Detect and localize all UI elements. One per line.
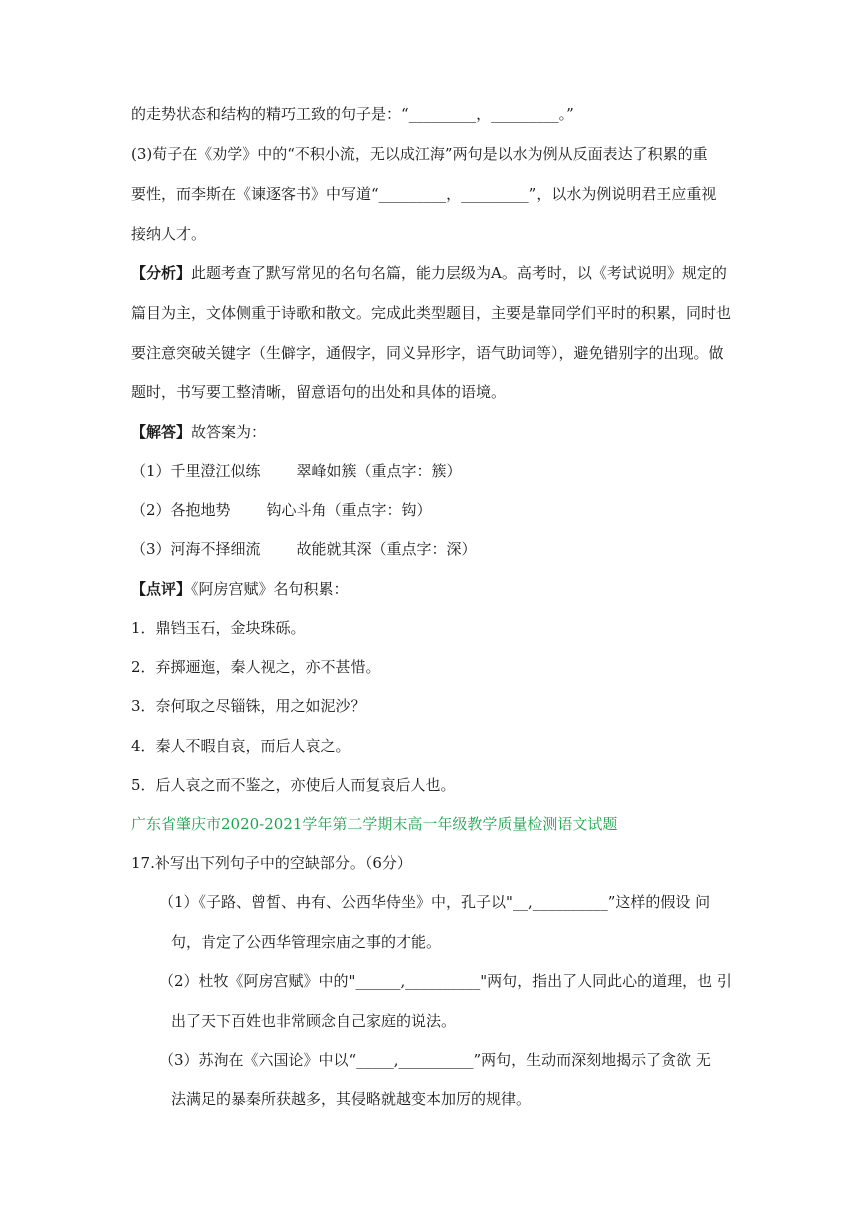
quote-item-1	[131, 618, 306, 638]
text-line	[131, 104, 574, 124]
text-line-content: 句，肯定了公西华管理宗庙之事的才能。	[171, 933, 442, 951]
question-17-item-1	[159, 892, 710, 912]
quote-item-2	[131, 657, 381, 677]
text-line-content: （1）《子路、曾皙、冉有、公西华侍坐》中，孔子以"__,__________”这样的假设 问	[159, 893, 711, 911]
analysis-tag: 【分析】	[131, 264, 192, 282]
text-line-content: 4．秦人不暇自哀，而后人哀之。	[131, 737, 351, 755]
exam-source-heading	[131, 814, 617, 834]
answer-2-part-b: 钩心斗角（重点字：钩）	[266, 501, 432, 519]
text-line-content: 出了天下百姓也非常顾念自己家庭的说法。	[171, 1012, 457, 1030]
question-3-line-3	[131, 224, 206, 244]
text-line-content: （2）杜牧《阿房宫赋》中的"______,__________"两句，指出了人同此心的道理，也 引	[159, 972, 732, 990]
answer-2-part-a: （2）各抱地势	[131, 501, 231, 519]
question-3-line-2	[131, 184, 716, 204]
question-17-title	[131, 853, 412, 873]
answer-1-part-b: 翠峰如簇（重点字：簇）	[296, 462, 462, 480]
answer-1	[131, 461, 462, 481]
quote-item-4	[131, 736, 351, 756]
analysis-line-2	[131, 303, 731, 323]
quote-item-5	[131, 775, 456, 795]
analysis-line-4	[131, 382, 506, 402]
comment-header	[131, 579, 349, 599]
text-line-content: 《阿房宫赋》名句积累：	[191, 580, 349, 598]
question-17-item-1-cont	[171, 932, 441, 952]
text-line-content: 5．后人哀之而不鉴之，亦使后人而复哀后人也。	[131, 776, 456, 794]
text-line-content: 要性，而李斯在《谏逐客书》中写道“_________，_________”，以水为例说明君王应重视	[131, 185, 717, 203]
answer-3	[131, 539, 477, 559]
text-line-content: (3)荀子在《劝学》中的“不积小流，无以成江海”两句是以水为例从反面表达了积累的重	[131, 145, 708, 163]
question-17-item-2-cont	[171, 1011, 456, 1031]
answer-header	[131, 422, 266, 442]
text-line-content: 法满足的暴秦所获越多，其侵略就越变本加厉的规律。	[171, 1090, 532, 1108]
answer-1-part-a: （1）千里澄江似练	[131, 462, 261, 480]
text-line-content: 接纳人才。	[131, 225, 207, 243]
text-line-content: 题时，书写要工整清晰，留意语句的出处和具体的语境。	[131, 383, 507, 401]
text-line-content: 篇目为主，文体侧重于诗歌和散文。完成此类型题目，主要是靠同学们平时的积累，同时也	[131, 304, 732, 322]
text-line-content: 1．鼎铛玉石，金块珠砾。	[131, 619, 306, 637]
comment-tag: 【点评】	[131, 580, 192, 598]
analysis-line-3	[131, 343, 724, 363]
answer-2	[131, 500, 432, 520]
question-17-item-3-cont	[171, 1089, 531, 1109]
text-line-content: 2．弃掷逦迤，秦人视之，亦不甚惜。	[131, 658, 381, 676]
text-line-content: 的走势状态和结构的精巧工致的句子是：“_________，_________。”	[131, 105, 574, 123]
text-line-content: 17.补写出下列句子中的空缺部分。（6分）	[131, 854, 412, 872]
question-3-line-1	[131, 144, 708, 164]
answer-3-part-a: （3）河海不择细流	[131, 540, 261, 558]
question-17-item-2	[159, 971, 732, 991]
text-line-content: 广东省肇庆市2020-2021学年第二学期末高一年级教学质量检测语文试题	[131, 815, 618, 833]
answer-3-part-b: 故能就其深（重点字：深）	[296, 540, 477, 558]
text-line-content: 故答案为：	[191, 423, 267, 441]
question-17-item-3	[159, 1050, 711, 1070]
text-line-content: 此题考查了默写常见的名句名篇，能力层级为A。高考时，以《考试说明》规定的	[191, 264, 727, 282]
quote-item-3	[131, 696, 366, 716]
text-line-content: （3）苏洵在《六国论》中以“_____,__________”两句，生动而深刻地揭示了贪欲 无	[159, 1051, 711, 1069]
answer-tag: 【解答】	[131, 423, 192, 441]
text-line-content: 3．奈何取之尽锱铢，用之如泥沙？	[131, 697, 366, 715]
text-line-content: 要注意突破关键字（生僻字，通假字，同义异形字，语气助词等），避免错别字的出现。做	[131, 344, 724, 362]
analysis-line-1	[131, 263, 727, 283]
